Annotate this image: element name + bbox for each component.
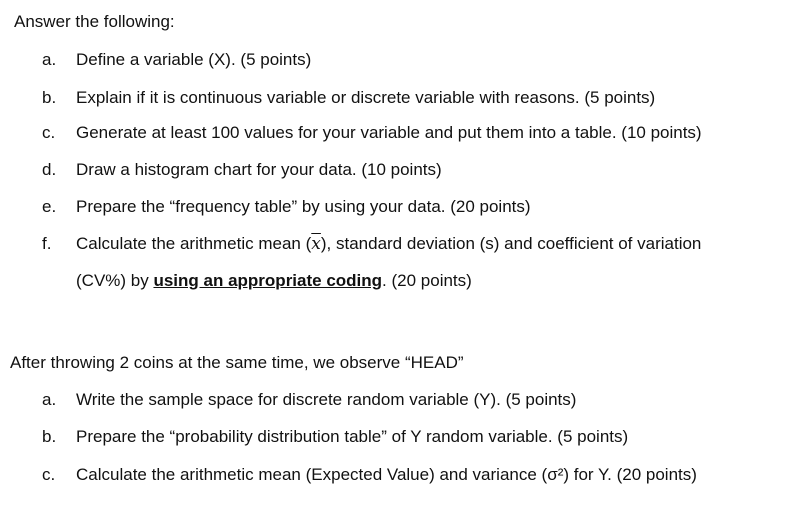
underlined-emphasis: using an appropriate coding [153,271,383,290]
list-item-text: Prepare the “probability distribution table” of Y random variable. (5 points) [76,427,629,446]
list-item-text: Explain if it is continuous variable or discrete variable with reasons. (5 points) [76,88,656,107]
list-marker: c. [42,123,56,142]
text-part: ), standard deviation (s) and coefficient of variation [320,234,702,253]
text-part: Calculate the arithmetic mean ( [76,234,312,253]
list-marker: c. [42,465,56,484]
list-marker: d. [42,160,57,179]
list-item-text: Generate at least 100 values for your variable and put them into a table. (10 points) [76,123,702,142]
list-item-text: Write the sample space for discrete random variable (Y). (5 points) [76,390,577,409]
list-item-text: Draw a histogram chart for your data. (10 points) [76,160,442,179]
list-marker: b. [42,427,57,446]
list-item-text: Define a variable (X). (5 points) [76,50,312,69]
text-part: (CV%) by [76,271,154,290]
section-heading: Answer the following: [14,12,175,31]
list-item-text [76,271,472,291]
list-item-text: Prepare the “frequency table” by using your data. (20 points) [76,197,531,216]
list-marker: e. [42,197,57,216]
list-marker: b. [42,88,57,107]
list-marker: f. [42,234,52,253]
list-marker: a. [42,50,57,69]
text-part: . (20 points) [382,271,472,290]
section-heading: After throwing 2 coins at the same time, we observe “HEAD” [10,353,464,372]
list-item-text [76,234,701,254]
list-marker: a. [42,390,57,409]
list-item-text: Calculate the arithmetic mean (Expected Value) and variance (σ²) for Y. (20 points) [76,465,697,484]
x-bar-symbol: $\overline{x}$ [311,234,321,254]
